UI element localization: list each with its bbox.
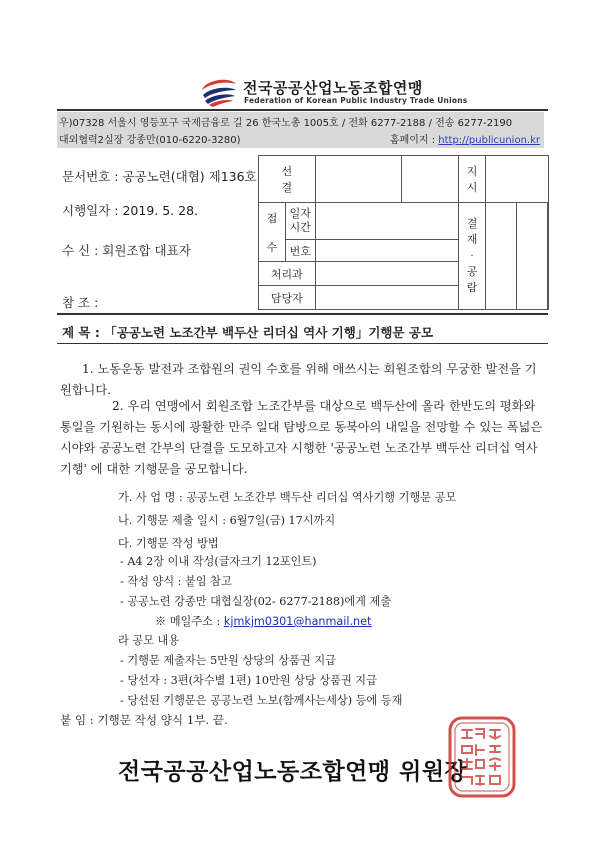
org-name-kr: 전국공공산업노동조합연맹 — [243, 79, 423, 97]
gyeoljae-label-5: 람 — [466, 281, 478, 294]
gyeoljae-cell — [458, 203, 486, 310]
su-label: 수 — [266, 240, 278, 254]
body-paragraph-2: 2. 우리 연맹에서 회원조합 노조간부를 대상으로 백두산에 올라 한반도의 평화와 통일을 기원하는 동시에 광활한 만주 일대 탐방으로 동북아의 내일을 전망할 수 있는 폭넓은 시야와 공공노련 간부의 단결을 도모하고자 시행한 '공공노련 노조간부 백두산 리더십 역사 기행' 에 대한 기행문을 공모합니다. — [60, 399, 543, 476]
cheorigwa-cell: 처리과 — [259, 262, 316, 286]
sigan-label: 시간 — [289, 221, 311, 234]
jeopsu-cell — [259, 203, 286, 262]
seon-gyeol-blank-1 — [315, 156, 401, 203]
beonho-blank — [315, 240, 458, 262]
org-name-en: Federation of Korean Public Industry Trade Unions — [244, 96, 468, 105]
ilja-blank — [315, 203, 458, 240]
item-da-1: - A4 2장 이내 작성(글자크기 12포인트) — [120, 555, 317, 568]
item-ra-2: - 당선자 : 3편(차수별 1편) 10만원 상당 상품권 지급 — [120, 674, 377, 687]
gyeoljae-blank-2 — [517, 203, 548, 310]
jisi-label-2: 시 — [466, 181, 478, 194]
damdangja-cell: 담당자 — [259, 286, 316, 310]
subject-text: 「공공노련 노조간부 백두산 리더십 역사 기행」기행문 공모 — [104, 325, 434, 340]
recipient: 수 신 : 회원조합 대표자 — [62, 243, 191, 258]
gyeoljae-blank-1 — [486, 203, 517, 310]
doc-number: 문서번호 : 공공노련(대협) 제136호 — [62, 169, 257, 184]
issue-date: 시행일자 : 2019. 5. 28. — [62, 203, 198, 218]
homepage-label: 홈페이지 : — [389, 135, 439, 146]
gyeoljae-label-4: 공 — [466, 265, 478, 278]
subject-bottom-divider — [57, 343, 548, 344]
email-label: ※ 메일주소 : — [155, 615, 224, 628]
gyeoljae-label-3: · — [470, 249, 474, 262]
beonho-cell: 번호 — [285, 240, 315, 262]
header-divider — [57, 109, 548, 111]
item-ra-3: - 당선된 기행문은 공공노련 노보(함께사는세상) 등에 등재 — [120, 694, 403, 707]
subject-label: 제 목 : — [62, 325, 105, 340]
ilja-sigan-cell — [285, 203, 315, 240]
official-seal-icon — [446, 714, 518, 800]
item-na: 나. 기행문 제출 일시 : 6월7일(금) 17시까지 — [118, 514, 336, 527]
reference: 참 조 : — [62, 295, 99, 310]
contact-person-line: 대외협력2실장 강종만(010-6220-3280) — [59, 135, 241, 146]
approval-table — [258, 155, 549, 310]
contact-address-line: 우)07328 서울시 영등포구 국제금융로 길 26 한국노총 1005호 / 전화 6277-2188 / 전송 6277-2190 — [59, 118, 513, 129]
subject-top-divider — [57, 313, 548, 315]
gyeoljae-label-2: 재 — [466, 233, 478, 246]
seon-gyeol-blank-2 — [402, 156, 459, 203]
item-ga: 가. 사 업 명 : 공공노련 노조간부 백두산 리더십 역사기행 기행문 공모 — [118, 491, 457, 504]
footer-org-name: 전국공공산업노동조합연맹 위원장 — [118, 759, 468, 785]
damdangja-blank — [315, 286, 458, 310]
cheorigwa-blank — [315, 262, 458, 286]
body-paragraph-1: 1. 노동운동 발전과 조합원의 권익 수호를 위해 애쓰시는 회원조합의 무궁한 발전을 기원합니다. — [60, 362, 537, 397]
gyeoljae-label-1: 결 — [466, 217, 478, 230]
jisi-blank — [486, 156, 549, 203]
homepage — [390, 131, 540, 146]
item-da-2: - 작성 양식 : 붙임 참고 — [120, 575, 232, 588]
attachment: 붙 임 : 기행문 작성 양식 1부. 끝. — [60, 713, 228, 727]
jeop-label: 접 — [266, 211, 278, 225]
contact-box — [57, 112, 544, 148]
email-link[interactable]: kjmkjm0301@hanmail.net — [223, 615, 372, 628]
seon-label: 선 — [281, 165, 293, 178]
gyeol-label: 결 — [281, 181, 293, 194]
gyeoljae-blank-3 — [548, 203, 549, 310]
email-line — [155, 613, 371, 629]
item-ra-1: - 기행문 제출자는 5만원 상당의 상품권 지급 — [120, 654, 336, 667]
item-da-3: - 공공노련 강종만 대협실장(02- 6277-2188)에게 제출 — [120, 595, 392, 608]
union-logo-icon — [199, 74, 239, 108]
jisi-label-1: 지 — [466, 165, 478, 178]
seon-gyeol-cell — [259, 156, 316, 203]
item-da: 다. 기행문 작성 방법 — [118, 537, 219, 550]
homepage-link[interactable]: http://publicunion.kr — [438, 135, 540, 146]
jisi-cell — [458, 156, 486, 203]
subject-line — [62, 323, 433, 341]
ilja-label: 일자 — [289, 207, 311, 220]
item-ra: 라 공모 내용 — [118, 634, 180, 647]
